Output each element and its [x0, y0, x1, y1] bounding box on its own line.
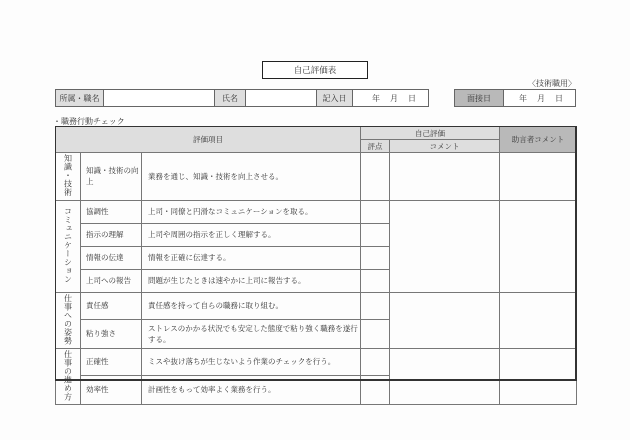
advisor-comment-cell[interactable]	[500, 292, 577, 348]
item-description: 問題が生じたときは速やかに上司に報告する。	[142, 269, 361, 292]
category-knowledge: 知識・技術	[56, 153, 81, 201]
header-score: 評点	[361, 140, 390, 153]
item-label: 指示の理解	[81, 223, 142, 246]
item-label: 知識・技術の向上	[81, 153, 142, 201]
form-title-text: 自己評価表	[293, 66, 337, 76]
item-description: ストレスのかかる状況でも安定した態度で粘り強く職務を遂行する。	[142, 319, 361, 348]
score-cell[interactable]	[361, 348, 390, 375]
item-label: 粘り強さ	[81, 319, 142, 348]
score-cell[interactable]	[361, 246, 390, 269]
entry-date-month: 月	[390, 93, 398, 103]
item-description: ミスや抜け落ちが生じないよう作業のチェックを行う。	[142, 348, 361, 375]
header-advisor-comment: 助言者コメント	[500, 127, 577, 153]
header-self-evaluation: 自己評価	[361, 127, 500, 140]
item-label: 正確性	[81, 348, 142, 375]
item-label: 責任感	[81, 292, 142, 319]
affiliation-label: 所属・職名	[55, 89, 104, 107]
interview-date-label: 面接日	[454, 89, 504, 107]
advisor-comment-cell[interactable]	[500, 348, 577, 404]
item-label: 効率性	[81, 375, 142, 404]
score-cell[interactable]	[361, 319, 390, 348]
entry-date-field[interactable]	[352, 89, 429, 107]
item-description: 上司・同僚と円滑なコミュニケーションを取る。	[142, 200, 361, 223]
item-description: 上司や周囲の指示を正しく理解する。	[142, 223, 361, 246]
item-description: 業務を通じ、知識・技術を向上させる。	[142, 153, 361, 201]
header-comment: コメント	[390, 140, 500, 153]
table-row	[56, 153, 577, 201]
score-cell[interactable]	[361, 375, 390, 404]
evaluation-table	[55, 126, 577, 405]
item-description: 責任感を持って自らの職務に取り組む。	[142, 292, 361, 319]
self-comment-cell[interactable]	[390, 292, 500, 348]
score-cell[interactable]	[361, 200, 390, 223]
form-title	[262, 61, 368, 79]
score-cell[interactable]	[361, 153, 390, 201]
item-label: 上司への報告	[81, 269, 142, 292]
item-label: 情報の伝達	[81, 246, 142, 269]
item-label: 協調性	[81, 200, 142, 223]
score-cell[interactable]	[361, 223, 390, 246]
interview-date-month: 月	[537, 93, 545, 103]
section-title: ・職務行動チェック	[53, 117, 125, 126]
score-cell[interactable]	[361, 292, 390, 319]
score-cell[interactable]	[361, 269, 390, 292]
entry-date-label: 記入日	[316, 89, 353, 107]
table-row	[56, 348, 577, 375]
advisor-comment-cell[interactable]	[500, 153, 577, 201]
table-row	[56, 292, 577, 319]
item-description: 計画性をもって効率よく業務を行う。	[142, 375, 361, 404]
form-type-label: 〈技術職用〉	[528, 79, 576, 88]
self-comment-cell[interactable]	[390, 200, 500, 292]
entry-date-day: 日	[408, 93, 416, 103]
affiliation-field[interactable]	[103, 89, 215, 107]
self-comment-cell[interactable]	[390, 153, 500, 201]
category-work-method: 仕事の進め方	[56, 348, 81, 404]
interview-date-field[interactable]	[503, 89, 576, 107]
header-evaluation-item: 評価項目	[56, 127, 361, 153]
entry-date-year: 年	[372, 93, 380, 103]
name-label: 氏名	[214, 89, 246, 107]
interview-date-year: 年	[519, 93, 527, 103]
name-field[interactable]	[245, 89, 317, 107]
category-work-attitude: 仕事への姿勢	[56, 292, 81, 348]
self-comment-cell[interactable]	[390, 348, 500, 404]
advisor-comment-cell[interactable]	[500, 200, 577, 292]
interview-date-day: 日	[555, 93, 563, 103]
item-description: 情報を正確に伝達する。	[142, 246, 361, 269]
table-row	[56, 200, 577, 223]
category-communication: コミュニケーション	[56, 200, 81, 292]
